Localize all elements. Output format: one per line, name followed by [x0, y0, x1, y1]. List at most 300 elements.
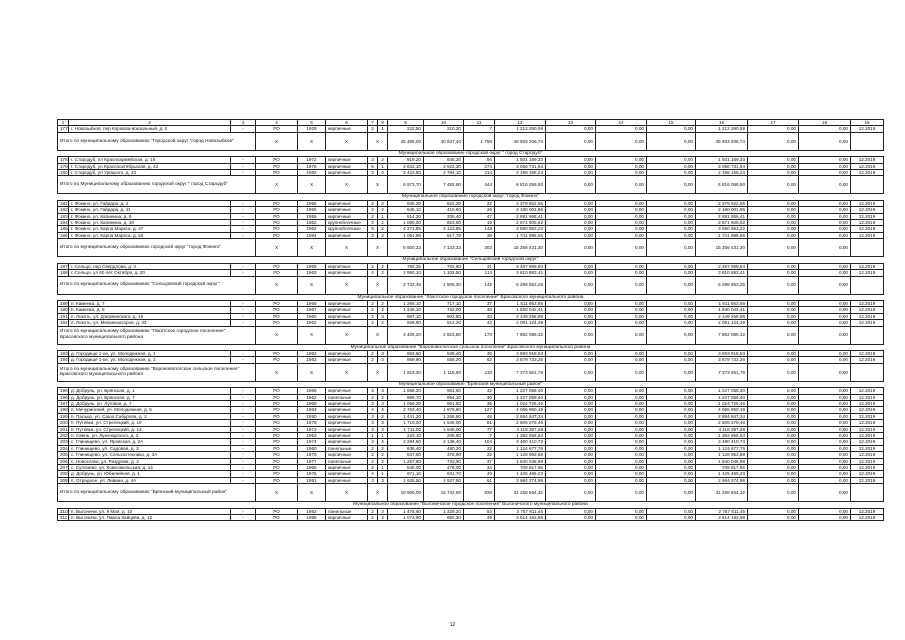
table-cell: 0,00 — [647, 388, 696, 394]
table-cell: 42 — [464, 388, 495, 394]
table-cell: 3 056 731,94 — [495, 163, 546, 169]
table-cell: 0,00 — [546, 407, 596, 413]
table-cell: 0,00 — [647, 220, 696, 226]
table-cell: 12.2019 — [851, 200, 884, 206]
table-cell: РО — [256, 157, 298, 163]
table-cell: 0,00 — [596, 413, 647, 419]
table-cell: РО — [256, 313, 298, 319]
table-cell — [851, 363, 884, 381]
table-cell — [851, 239, 884, 257]
table-cell: 0,00 — [596, 213, 647, 219]
table-cell: 1 — [378, 163, 388, 169]
table-cell: - — [231, 320, 256, 326]
table-cell: 2 — [378, 458, 388, 464]
table-cell: 0,00 — [647, 350, 696, 356]
table-cell: г. Сельцо, пер Свердлова, д. 3 — [69, 263, 231, 269]
table-cell: 1 527,60 — [424, 477, 464, 483]
table-cell: с. Глинищево, ул. Садовая, д. 3 — [69, 445, 231, 451]
table-cell: - — [231, 433, 256, 439]
table-cell: 2 — [368, 213, 378, 219]
table-cell: 1983 — [298, 407, 326, 413]
table-cell: 205 — [58, 452, 69, 458]
table-cell: 12.2019 — [851, 157, 884, 163]
table-cell: 1958 — [298, 263, 326, 269]
table-cell: 0,00 — [546, 426, 596, 432]
table-cell: кирпичные — [326, 170, 368, 176]
table-cell: 0,00 — [647, 320, 696, 326]
table-cell: 0,00 — [799, 220, 851, 226]
table-cell: 1 626,50 — [388, 477, 424, 483]
table-cell: 1 501 169,33 — [495, 157, 546, 163]
table-cell: 208 — [58, 471, 69, 477]
table-cell: панельные — [326, 508, 368, 514]
table-cell: 148 — [464, 226, 495, 232]
table-cell: г. Фокино, ул. Калинина, д. 8 — [69, 213, 231, 219]
table-cell: панельные — [326, 394, 368, 400]
table-cell: 0,00 — [647, 200, 696, 206]
table-cell: 7 373 651,79 — [696, 363, 748, 381]
table-cell: - — [231, 207, 256, 213]
table-cell: 0,00 — [748, 439, 799, 445]
table-cell: 0,00 — [647, 465, 696, 471]
table-cell: 110 — [464, 363, 495, 381]
table-cell: 782,25 — [388, 263, 424, 269]
table-cell: 476,00 — [424, 465, 464, 471]
table-cell: РО — [256, 226, 298, 232]
table-cell: РО — [256, 400, 298, 406]
table-cell: 1 546,00 — [424, 426, 464, 432]
table-cell: 1973 — [298, 426, 326, 432]
table-cell: 1 805,30 — [424, 276, 464, 294]
table-cell: 178 — [58, 157, 69, 163]
table-cell: X — [298, 276, 326, 294]
column-number-cell: 3 — [231, 120, 256, 126]
table-cell: 1956 — [298, 200, 326, 206]
table-cell: 0,00 — [748, 433, 799, 439]
table-cell: - — [231, 220, 256, 226]
table-cell: 31 258 664,32 — [696, 484, 748, 502]
table-cell: 3 — [378, 350, 388, 356]
table-cell: 0,00 — [799, 270, 851, 276]
table-cell: X — [298, 132, 326, 150]
column-number-cell: 16 — [696, 120, 748, 126]
table-cell: 0,00 — [799, 163, 851, 169]
table-cell: 2 884 847,34 — [495, 413, 546, 419]
table-cell: 3 — [368, 439, 378, 445]
table-cell: 33 — [464, 313, 495, 319]
table-cell: 902,50 — [424, 313, 464, 319]
table-cell: 0,00 — [596, 508, 647, 514]
table-cell: 0,00 — [748, 163, 799, 169]
table-cell: 0,00 — [647, 426, 696, 432]
table-cell: 3 — [368, 157, 378, 163]
table-cell: 202 — [58, 433, 69, 439]
table-cell: РО — [256, 300, 298, 306]
table-cell: 0,00 — [647, 452, 696, 458]
table-cell: 4 409,20 — [388, 326, 424, 344]
table-cell: 1 128 953,88 — [696, 452, 748, 458]
table-cell: 3 810 883,41 — [495, 270, 546, 276]
table-cell: 0,00 — [748, 400, 799, 406]
table-cell: кирпичные — [326, 232, 368, 238]
table-cell — [851, 132, 884, 150]
table-cell: 0,00 — [596, 515, 647, 521]
table-cell: 2 379 922,55 — [696, 200, 748, 206]
table-cell: 0,00 — [647, 157, 696, 163]
table-cell: 1 257,60 — [388, 458, 424, 464]
table-cell: 12.2019 — [851, 163, 884, 169]
table-cell: 8 600,23 — [388, 239, 424, 257]
municipality-title: Муниципальное образование "Брянский муниципальный район" — [58, 381, 884, 387]
table-cell: 2 671 605,62 — [495, 220, 546, 226]
table-cell: 2 — [378, 300, 388, 306]
table-cell: - — [231, 420, 256, 426]
table-cell: РО — [256, 477, 298, 483]
table-cell: 3 — [378, 426, 388, 432]
table-cell: 45 485,00 — [388, 132, 424, 150]
table-cell: 0,00 — [748, 300, 799, 306]
table-cell: X — [368, 276, 388, 294]
table-cell: 12.2019 — [851, 207, 884, 213]
table-cell: 556,20 — [424, 357, 464, 363]
table-cell: 1 266,80 — [424, 413, 464, 419]
table-cell: 4 123,85 — [424, 226, 464, 232]
table-cell: 1 950,10 — [388, 270, 424, 276]
table-cell: 1979 — [298, 452, 326, 458]
table-cell: кирпичные — [326, 439, 368, 445]
table-cell: 0,00 — [748, 458, 799, 464]
subtotal-label: Итого по муниципальному образованию "Брянский муниципальный район" — [58, 484, 256, 502]
table-cell: - — [231, 350, 256, 356]
table-cell: 7 — [464, 433, 495, 439]
table-cell: 0,00 — [647, 439, 696, 445]
table-cell: 1978 — [298, 420, 326, 426]
table-cell: 0,00 — [647, 226, 696, 232]
table-cell: 183 — [58, 213, 69, 219]
table-cell: X — [368, 484, 388, 502]
table-cell: 0,00 — [596, 439, 647, 445]
table-cell: 2 — [368, 458, 378, 464]
table-cell: РО — [256, 515, 298, 521]
table-cell: 104 — [464, 439, 495, 445]
table-cell: 0,00 — [546, 163, 596, 169]
table-cell: 0,00 — [596, 445, 647, 451]
table-cell: 732,00 — [424, 307, 464, 313]
table-cell: 0,00 — [799, 300, 851, 306]
municipality-title: Муниципальное образование городской округ " город Стародуб" — [58, 150, 884, 156]
table-cell: 12.2019 — [851, 357, 884, 363]
table-cell: 0,00 — [596, 388, 647, 394]
table-cell: 4 632,10 — [388, 163, 424, 169]
table-cell: 0,00 — [748, 477, 799, 483]
table-cell: 49 — [464, 471, 495, 477]
table-cell: 274 — [464, 163, 495, 169]
table-cell: 0,00 — [546, 433, 596, 439]
table-cell: 62 — [464, 357, 495, 363]
table-cell: 2 732,45 — [388, 276, 424, 294]
table-cell: 177 — [58, 126, 69, 132]
table-cell: 35 — [464, 400, 495, 406]
table-cell: 512,20 — [424, 320, 464, 326]
table-cell: 0,00 — [647, 394, 696, 400]
table-cell: РО — [256, 394, 298, 400]
table-cell: 12.2019 — [851, 420, 884, 426]
table-cell: 4 — [378, 407, 388, 413]
subtotal-row — [58, 276, 884, 294]
table-cell: 2 149 258,88 — [495, 313, 546, 319]
table-cell: 1 329,20 — [424, 508, 464, 514]
table-cell: 12.2019 — [851, 270, 884, 276]
table-cell: РО — [256, 220, 298, 226]
table-cell: 2 — [378, 263, 388, 269]
table-cell: 2 — [378, 207, 388, 213]
table-cell: п. Пальцо, ул. Сашо Сабурова, д. 2 — [69, 413, 231, 419]
table-cell: 0,00 — [748, 270, 799, 276]
table-cell: 0,00 — [596, 232, 647, 238]
table-cell: РО — [256, 270, 298, 276]
table-cell: 1967 — [298, 307, 326, 313]
table-cell: 0,00 — [546, 263, 596, 269]
table-cell: РО — [256, 207, 298, 213]
table-cell: 12.2019 — [851, 394, 884, 400]
table-cell: 2 — [368, 320, 378, 326]
table-cell: 2 — [368, 452, 378, 458]
table-cell: п. Свень, ул. Луначарского, д. 2 — [69, 433, 231, 439]
table-cell: РО — [256, 388, 298, 394]
table-cell: 0,00 — [748, 132, 799, 150]
table-cell: 0,00 — [546, 307, 596, 313]
table-cell: РО — [256, 439, 298, 445]
subtotal-label: Итого по муниципальному образованию "Вороновологское сельское поселение" Брасовского муниципального района — [58, 363, 256, 381]
table-cell: 0,00 — [799, 515, 851, 521]
subtotal-label: Итого по муниципальному образованию городской округ "город Фокино" — [58, 239, 256, 257]
table-cell: 1965 — [298, 388, 326, 394]
table-cell: 1 024 726,46 — [696, 400, 748, 406]
table-cell: 2 180 001,85 — [495, 207, 546, 213]
table-cell: д. Добрунь, ул. Брянская, д. 1 — [69, 388, 231, 394]
table-cell: 1 476,60 — [388, 508, 424, 514]
table-cell: РО — [256, 200, 298, 206]
table-cell: РО — [256, 263, 298, 269]
table-cell: 182 — [58, 207, 69, 213]
table-cell: X — [256, 484, 298, 502]
table-cell: 0,00 — [596, 170, 647, 176]
table-cell: РО — [256, 420, 298, 426]
column-number-cell: 8 — [378, 120, 388, 126]
table-cell: 0,00 — [799, 363, 851, 381]
table-cell: 56 — [464, 157, 495, 163]
table-cell: кирпичные — [326, 350, 368, 356]
table-cell: 0,00 — [546, 200, 596, 206]
table-cell: 0,00 — [799, 452, 851, 458]
table-cell: X — [326, 484, 368, 502]
table-cell: 3 — [368, 426, 378, 432]
table-cell: 81 — [464, 420, 495, 426]
table-cell: 7 133,33 — [424, 239, 464, 257]
table-cell: 708 817,66 — [495, 465, 546, 471]
table-cell: 0,00 — [799, 313, 851, 319]
table-cell: 209 — [58, 477, 69, 483]
table-cell: кирпичные — [326, 126, 368, 132]
table-cell: 0,00 — [647, 276, 696, 294]
table-cell: - — [231, 400, 256, 406]
table-cell: кирпичные — [326, 270, 368, 276]
table-cell: X — [298, 363, 326, 381]
table-cell: 1982 — [298, 508, 326, 514]
table-cell: 0,00 — [748, 420, 799, 426]
table-cell: РО — [256, 508, 298, 514]
table-cell: 0,00 — [748, 170, 799, 176]
table-cell: с. Новоселки, ул. Раздуева, д. 2 — [69, 458, 231, 464]
table-cell: 444 — [464, 176, 495, 194]
table-cell: 0,00 — [546, 452, 596, 458]
table-cell: 3 422,50 — [388, 170, 424, 176]
table-cell: 2 198 158,23 — [696, 170, 748, 176]
table-cell: 1 840 048,98 — [495, 458, 546, 464]
table-cell: - — [231, 458, 256, 464]
table-cell: РО — [256, 471, 298, 477]
table-cell: 1984 — [298, 232, 326, 238]
table-cell: 1 — [378, 465, 388, 471]
table-cell: 145 — [464, 276, 495, 294]
table-cell: 1 790 — [464, 132, 495, 150]
table-cell: 180 — [58, 170, 69, 176]
table-cell: 0,00 — [647, 433, 696, 439]
table-cell: 0,00 — [546, 394, 596, 400]
table-cell: 0,00 — [799, 413, 851, 419]
table-cell: 0,00 — [596, 484, 647, 502]
table-cell: X — [298, 239, 326, 257]
table-cell: 0,00 — [748, 363, 799, 381]
table-cell: 987,10 — [388, 313, 424, 319]
table-cell: 0,00 — [546, 420, 596, 426]
table-cell: 22 — [464, 452, 495, 458]
table-cell: 12.2019 — [851, 388, 884, 394]
table-cell: 211 — [58, 515, 69, 521]
table-cell: кирпичные — [326, 357, 368, 363]
table-cell: 0,00 — [748, 307, 799, 313]
table-cell: - — [231, 232, 256, 238]
table-cell: кирпичные — [326, 400, 368, 406]
table-cell: г. Фокино, ул. Гайдара, д. 11 — [69, 207, 231, 213]
table-cell: 1 024 726,46 — [495, 400, 546, 406]
table-cell: 1 501 169,33 — [696, 157, 748, 163]
table-cell: 15 256 431,30 — [495, 239, 546, 257]
table-cell: 4 — [378, 439, 388, 445]
table-cell: 9 — [368, 226, 378, 232]
table-cell: 2 — [378, 413, 388, 419]
table-cell: 1 425 465,23 — [495, 471, 546, 477]
table-cell: 2 — [368, 508, 378, 514]
table-cell: 12.2019 — [851, 350, 884, 356]
table-cell: 12.2019 — [851, 413, 884, 419]
table-cell: 2 — [378, 200, 388, 206]
table-cell: РО — [256, 350, 298, 356]
table-cell: 3 — [378, 357, 388, 363]
table-cell: 0,00 — [546, 157, 596, 163]
table-cell: 2 891 958,41 — [696, 213, 748, 219]
table-cell: 0,00 — [748, 176, 799, 194]
table-cell: 2 — [368, 465, 378, 471]
table-cell: 0,00 — [799, 484, 851, 502]
table-cell: 0,00 — [748, 350, 799, 356]
table-cell: 3 810 883,41 — [696, 270, 748, 276]
subtotal-row — [58, 239, 884, 257]
table-cell: 2 — [368, 394, 378, 400]
table-cell: 0,00 — [799, 477, 851, 483]
table-cell: 6 298 853,25 — [696, 276, 748, 294]
table-cell: 1976 — [298, 163, 326, 169]
table-cell: 2 — [368, 207, 378, 213]
table-cell: кирпичные — [326, 413, 368, 419]
table-cell: п. Локоть, ул. Механизаторов, д. 33 — [69, 320, 231, 326]
table-cell: 2 757 811,45 — [495, 508, 546, 514]
column-number-cell: 17 — [748, 120, 799, 126]
table-cell: 0,00 — [799, 170, 851, 176]
table-cell: - — [231, 126, 256, 132]
table-cell: 1974 — [298, 439, 326, 445]
table-cell: 823,50 — [424, 220, 464, 226]
table-cell: 0,00 — [596, 132, 647, 150]
table-cell: г. Стародуб, ул Урицкого, д. 23 — [69, 170, 231, 176]
table-cell: 1962 — [298, 350, 326, 356]
table-cell: 1955 — [298, 207, 326, 213]
table-cell: 12.2019 — [851, 433, 884, 439]
table-cell: 1 811 663,88 — [696, 300, 748, 306]
table-cell: 514,30 — [388, 213, 424, 219]
table-cell: кирпичные — [326, 213, 368, 219]
table-cell: 702,80 — [424, 263, 464, 269]
table-cell: 114 — [464, 270, 495, 276]
table-cell: 850,30 — [424, 515, 464, 521]
table-cell: 232,50 — [388, 126, 424, 132]
table-cell: 0,00 — [799, 157, 851, 163]
table-cell: - — [231, 508, 256, 514]
table-cell — [851, 176, 884, 194]
table-cell: 0,00 — [799, 213, 851, 219]
table-cell: п. Выгоничи, ул. 9 Мая, д. 10 — [69, 508, 231, 514]
table-cell: 7 — [464, 126, 495, 132]
table-cell: 12.2019 — [851, 445, 884, 451]
table-cell: 0,00 — [647, 270, 696, 276]
table-cell: 3 693 918,53 — [696, 350, 748, 356]
table-cell: 636,40 — [388, 445, 424, 451]
table-cell: 1 676,80 — [424, 407, 464, 413]
table-cell: 1962 — [298, 226, 326, 232]
table-cell: 0,00 — [596, 350, 647, 356]
table-cell: 54 — [464, 508, 495, 514]
table-cell: 0,00 — [596, 458, 647, 464]
column-number-cell: 12 — [495, 120, 546, 126]
table-cell: 0,00 — [799, 433, 851, 439]
table-cell: 0,00 — [596, 157, 647, 163]
table-cell: 185 — [58, 226, 69, 232]
table-cell: 1 830 042,41 — [696, 307, 748, 313]
table-cell: РО — [256, 452, 298, 458]
table-cell: с. Супонево, ул. Комсомольская, д. 14 — [69, 465, 231, 471]
table-cell: 1 227 059,40 — [696, 394, 748, 400]
table-cell: 2 091 124,39 — [495, 320, 546, 326]
table-cell: 3 480 410,73 — [495, 439, 546, 445]
table-cell: 2 884 847,34 — [696, 413, 748, 419]
table-cell: п. Каменка, д. 7 — [69, 300, 231, 306]
column-number-cell: 19 — [851, 120, 884, 126]
table-cell: 0,00 — [748, 515, 799, 521]
table-cell: - — [231, 270, 256, 276]
table-cell: 1 056,20 — [388, 400, 424, 406]
table-cell: - — [231, 213, 256, 219]
table-cell: 0,00 — [647, 445, 696, 451]
